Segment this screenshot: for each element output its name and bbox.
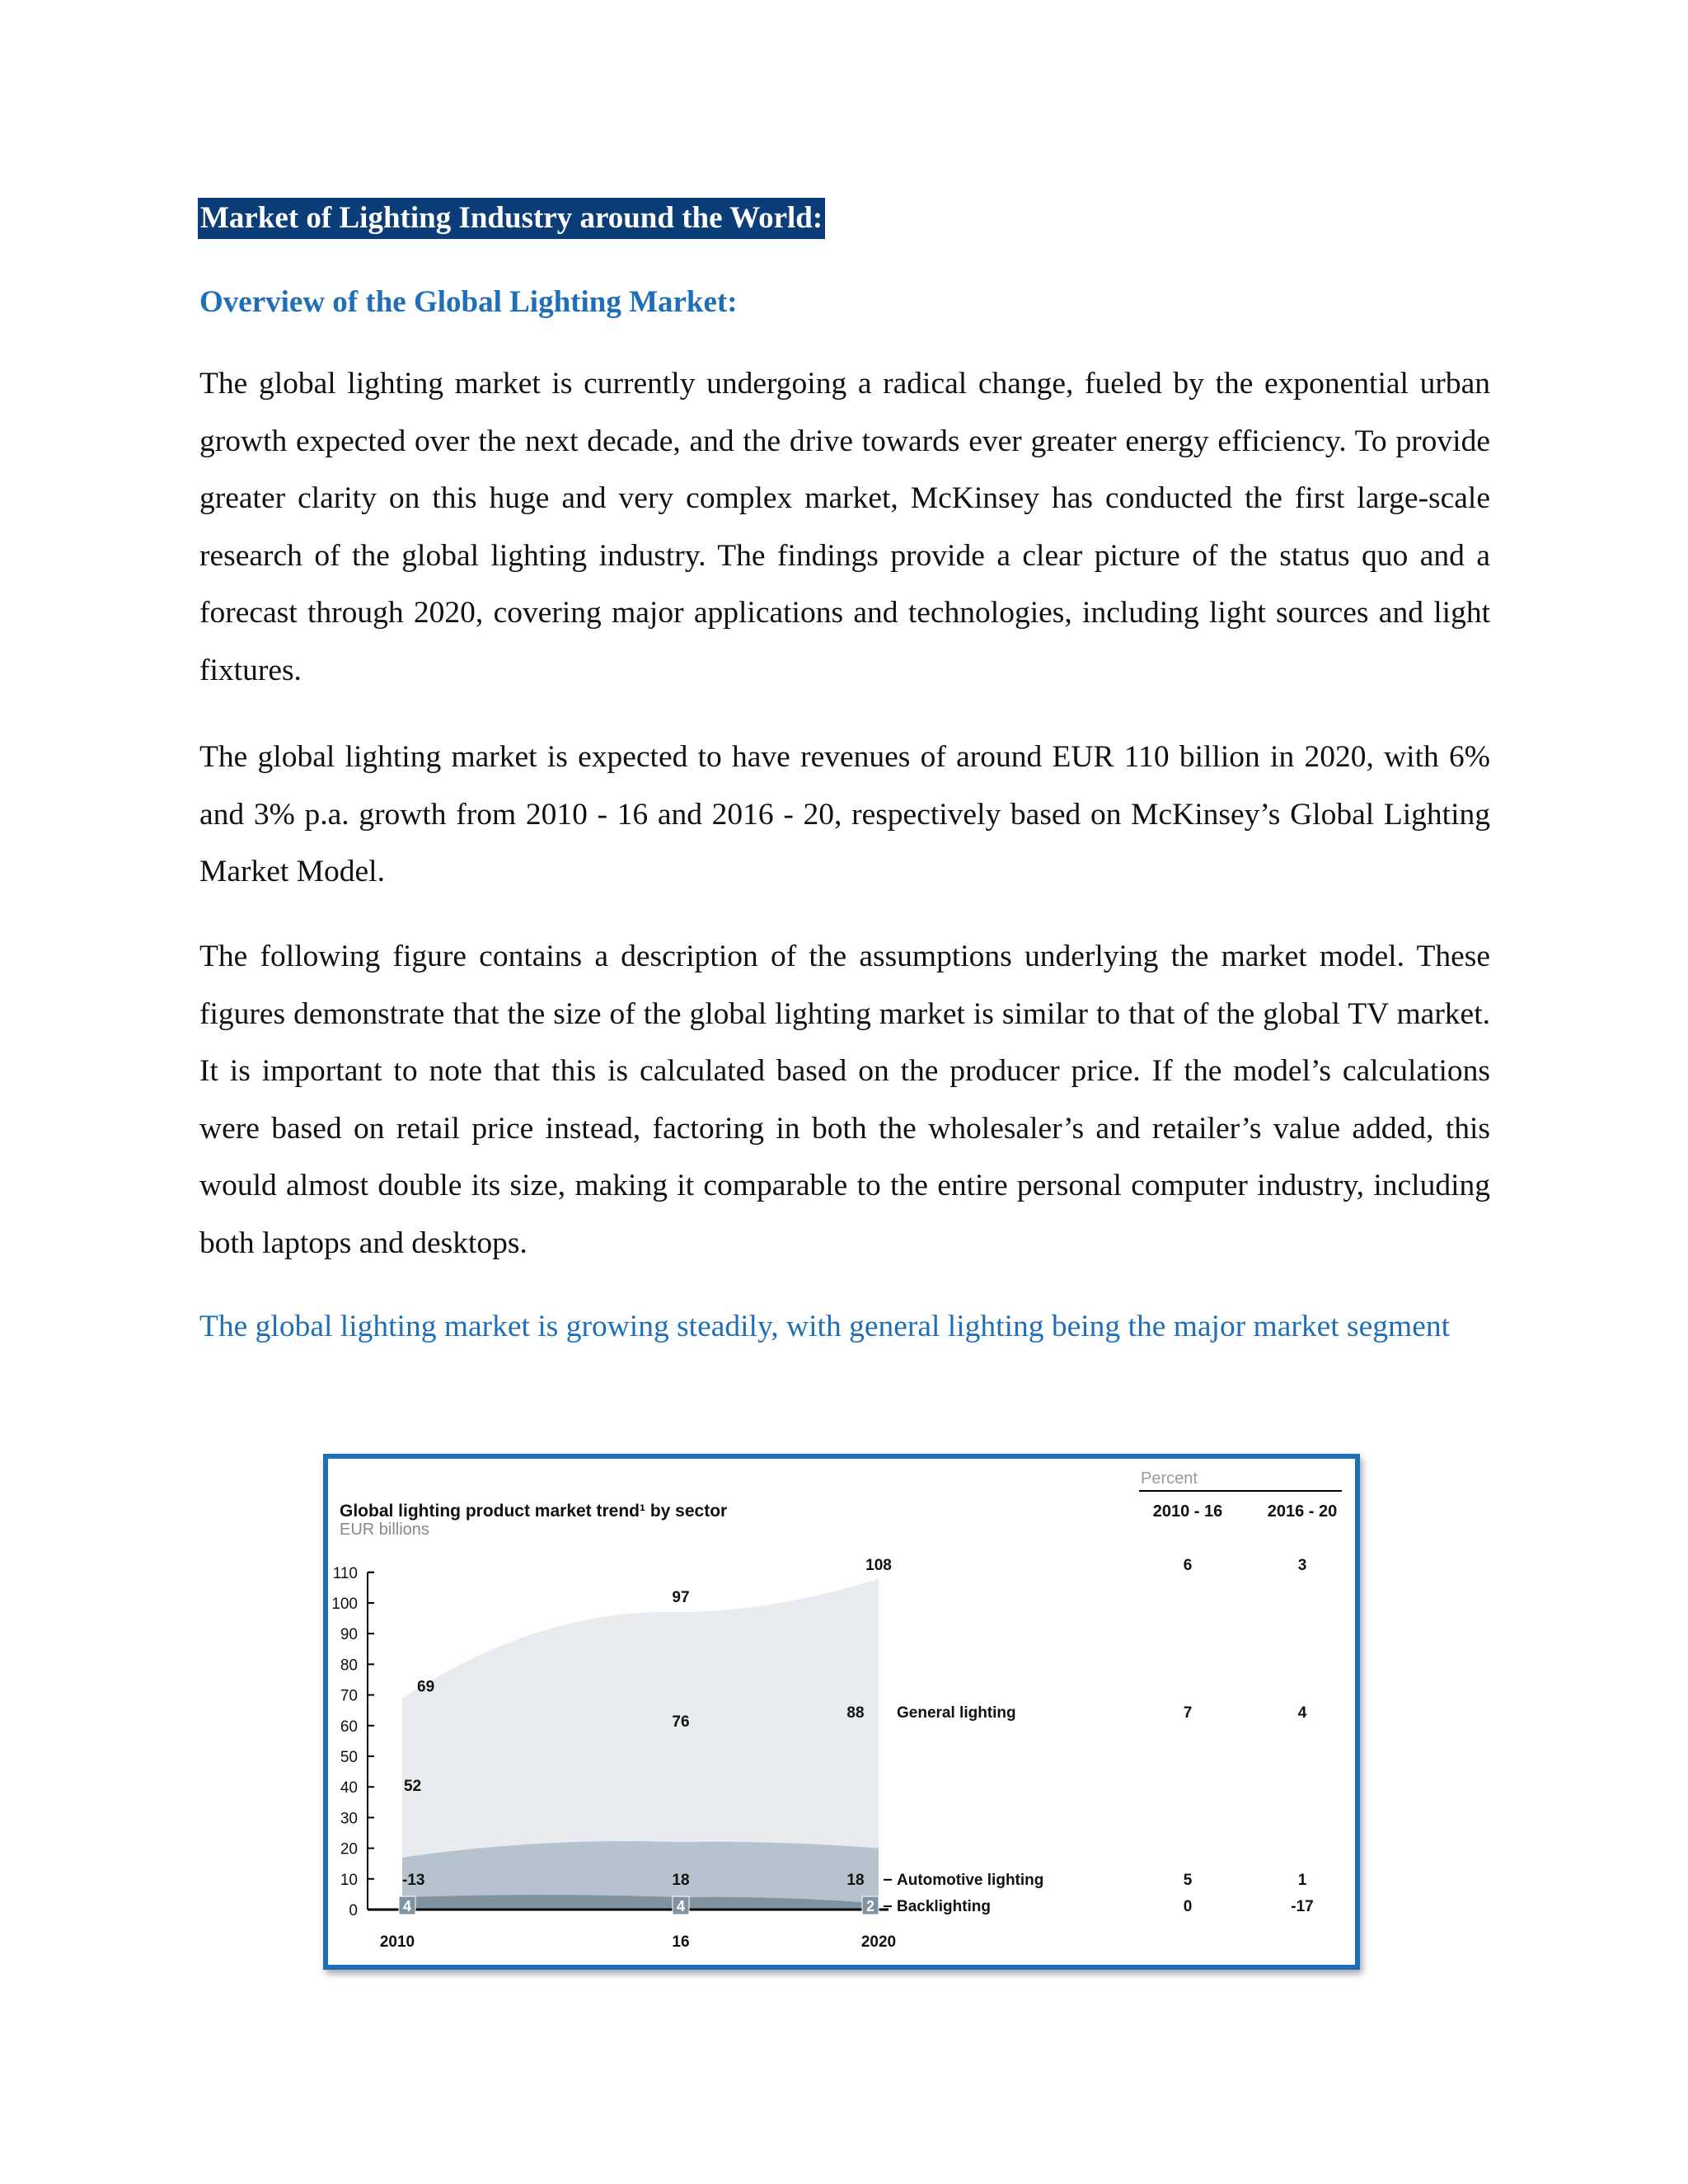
y-tick-label: 30: [340, 1810, 358, 1828]
y-tick-label: 0: [349, 1902, 358, 1919]
y-tick-label: 70: [340, 1687, 358, 1705]
legend-label: Automotive lighting: [897, 1871, 1044, 1889]
growth-value-2016-20: -17: [1291, 1898, 1314, 1915]
y-tick-label: 110: [332, 1564, 358, 1582]
growth-value-2010-16: 0: [1183, 1898, 1193, 1915]
backlighting-value: 4: [676, 1898, 686, 1915]
growth-value-2016-20: 1: [1297, 1871, 1307, 1889]
paragraph-1: The global lighting market is currently undergoing a radical change, fueled by the exponential urban growth expected over the next decade, and the drive towards ever greater energy efficiency. To provide greater clarity on this huge and very complex market, McKinsey has conducted the first large-scale research of the global lighting industry. The findings provide a clear picture of the status quo and a forecast through 2020, covering major applications and technologies, including light sources and light fixtures.: [199, 367, 1490, 687]
area-automotive-lighting: [402, 1841, 879, 1904]
automotive-lighting-value: 18: [672, 1871, 690, 1889]
chart-areas: [402, 1578, 879, 1910]
growth-value-2016-20: 4: [1297, 1704, 1307, 1722]
legend-label: Backlighting: [897, 1898, 992, 1915]
automotive-lighting-value: 18: [846, 1871, 865, 1889]
market-trend-chart: [323, 1454, 1360, 1970]
y-tick-label: 50: [340, 1749, 358, 1766]
y-tick-label: 90: [340, 1626, 358, 1644]
paragraph-3: The following figure contains a description of the assumptions underlying the market model. These figures demonstrate that the size of the global lighting market is similar to that of the global TV market. It is important to note that this is calculated based on the producer price. If the model’s calculations were based on retail price instead, factoring in both the wholesaler’s and retailer’s value added, this would almost double its size, making it comparable to the entire personal computer industry, including both laptops and desktops.: [199, 940, 1490, 1260]
general-lighting-value: 52: [404, 1778, 422, 1796]
total-growth-2016-20: 3: [1297, 1557, 1307, 1575]
backlighting-value: 4: [402, 1898, 412, 1915]
y-tick-label: 10: [340, 1871, 358, 1889]
chart-svg: [328, 1459, 1355, 1965]
growth-value-2010-16: 5: [1183, 1871, 1193, 1889]
chart-title: Global lighting product market trend¹ by sector: [340, 1502, 728, 1521]
growth-period-2: 2016 - 20: [1267, 1502, 1338, 1521]
growth-period-1: 2010 - 16: [1152, 1502, 1223, 1521]
y-tick-label: 40: [340, 1779, 358, 1797]
total-label: 108: [865, 1557, 892, 1575]
general-lighting-value: 88: [846, 1704, 865, 1722]
total-label: 97: [672, 1589, 690, 1607]
area-general-lighting: [402, 1578, 879, 1858]
total-growth-2010-16: 6: [1183, 1557, 1193, 1575]
y-tick-label: 60: [340, 1718, 358, 1736]
x-tick-label: 2020: [860, 1933, 897, 1951]
total-label: 69: [417, 1678, 435, 1696]
y-tick-label: 80: [340, 1657, 358, 1675]
backlighting-value: 2: [865, 1898, 875, 1915]
legend-label: General lighting: [897, 1704, 1016, 1722]
y-tick-label: 20: [340, 1840, 358, 1858]
automotive-lighting-value: -13: [402, 1871, 425, 1889]
section-heading: Overview of the Global Lighting Market:: [199, 285, 738, 319]
x-tick-label: 2010: [379, 1933, 415, 1951]
general-lighting-value: 76: [672, 1713, 690, 1732]
figure-caption: The global lighting market is growing steadily, with general lighting being the major market segment: [199, 1310, 1451, 1343]
growth-header: Percent: [1141, 1469, 1198, 1488]
paragraph-2: The global lighting market is expected to have revenues of around EUR 110 billion in 2020, with 6% and 3% p.a. growth from 2010 - 16 and 2016 - 20, respectively based on McKinsey’s Global Lighting Market Model.: [199, 740, 1490, 888]
chart-subtitle: EUR billions: [340, 1521, 429, 1539]
x-tick-label: 16: [672, 1933, 690, 1951]
growth-value-2010-16: 7: [1183, 1704, 1193, 1722]
page-title: Market of Lighting Industry around the World:: [198, 198, 825, 239]
y-tick-label: 100: [331, 1596, 358, 1613]
